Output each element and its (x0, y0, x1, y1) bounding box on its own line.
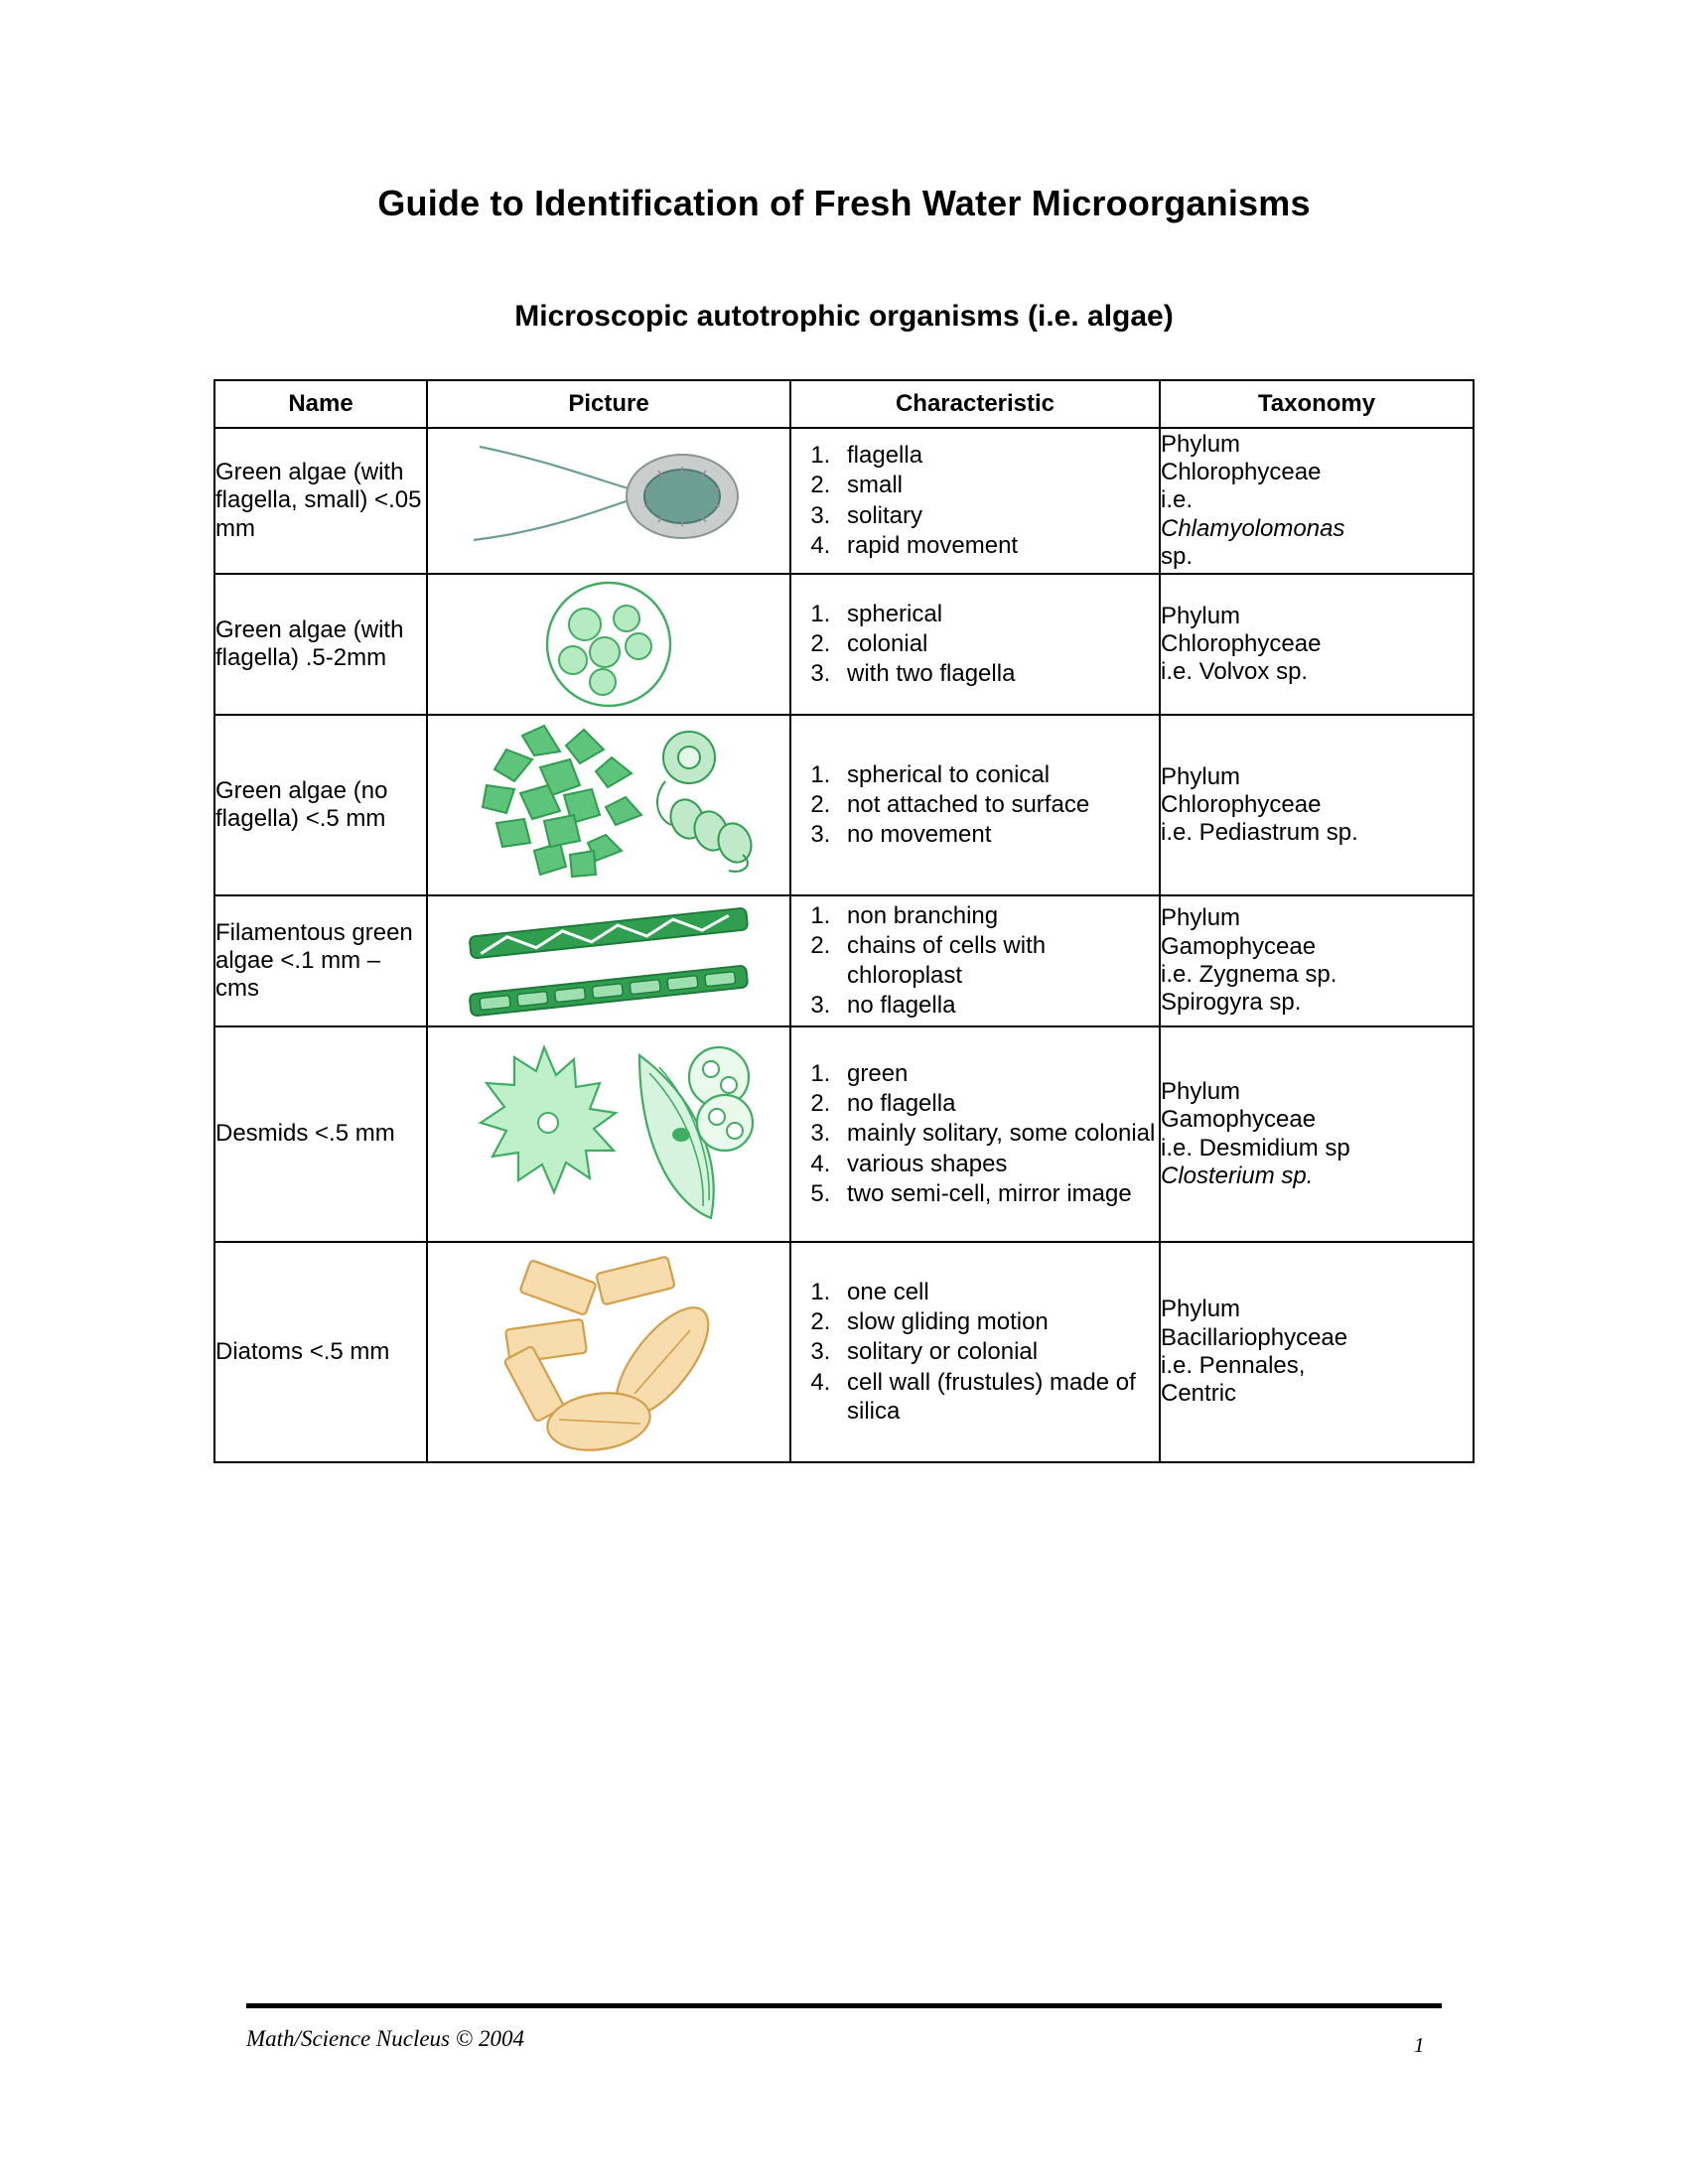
cell-taxonomy (1160, 715, 1474, 895)
list-item: 4. rapid movement (837, 531, 1159, 560)
cell-name (214, 428, 427, 574)
list-item: 4. cell wall (frustules) made of silica (837, 1368, 1159, 1427)
list-item: 3. solitary or colonial (837, 1337, 1159, 1366)
table-header-row (214, 380, 1474, 428)
characteristic-list (791, 901, 1159, 1020)
cell-picture (427, 895, 790, 1026)
list-item: 1. one cell (837, 1278, 1159, 1306)
cell-picture (427, 574, 790, 715)
section-subtitle: Microscopic autotrophic organisms (i.e. algae) (514, 300, 1174, 334)
column-header-name: Name (214, 380, 427, 428)
list-item: 2. no flagella (837, 1089, 1159, 1118)
taxonomy-line: i.e. Pediastrum sp. (1161, 819, 1358, 847)
taxonomy-line: Phylum (1161, 762, 1241, 790)
list-item: 2. not attached to surface (837, 790, 1159, 819)
taxonomy-line: Centric (1161, 1380, 1237, 1408)
column-header-picture: Picture (427, 380, 790, 428)
volvox-colony-icon (428, 575, 789, 714)
cell-name (214, 1026, 427, 1242)
list-item: 2. small (837, 471, 1159, 499)
taxonomy-line: Phylum (1161, 1296, 1241, 1323)
taxonomy-line: i.e. Zygnema sp. (1161, 961, 1337, 989)
footer-credit: Math/Science Nucleus © 2004 (246, 2026, 524, 2051)
cell-name (214, 715, 427, 895)
organism-name: Green algae (with flagella, small) <.05 mm (215, 459, 422, 542)
cell-name (214, 574, 427, 715)
column-header-taxonomy: Taxonomy (1160, 380, 1474, 428)
list-item: 1. spherical (837, 600, 1159, 628)
list-item: 2. chains of cells with chloroplast (837, 931, 1159, 990)
cell-picture (427, 1242, 790, 1462)
cell-name (214, 895, 427, 1026)
list-item: 2. slow gliding motion (837, 1307, 1159, 1336)
taxonomy-line: Bacillariophyceae (1161, 1323, 1348, 1351)
taxonomy-line: sp. (1161, 543, 1194, 571)
taxonomy-line: Gamophyceae (1161, 1106, 1317, 1134)
list-item: 3. no movement (837, 820, 1159, 849)
list-item: 3. with two flagella (837, 659, 1159, 688)
page-title: Guide to Identification of Fresh Water Microorganisms (377, 183, 1311, 223)
taxonomy-line: Phylum (1161, 430, 1241, 458)
table-row (214, 428, 1474, 574)
column-header-characteristic: Characteristic (790, 380, 1160, 428)
cell-picture (427, 715, 790, 895)
organism-name: Desmids <.5 mm (215, 1120, 395, 1148)
table-row (214, 715, 1474, 895)
list-item: 1. spherical to conical (837, 760, 1159, 789)
list-item: 4. various shapes (837, 1150, 1159, 1178)
taxonomy-line: Chlorophyceae (1161, 459, 1322, 486)
list-item: 3. no flagella (837, 991, 1159, 1020)
organism-name: Filamentous green algae <.1 mm – cms (215, 918, 413, 1003)
cell-picture (427, 428, 790, 574)
cell-taxonomy (1160, 428, 1474, 574)
desmid-cells-icon (428, 1027, 789, 1241)
cell-name (214, 1242, 427, 1462)
list-item: 3. mainly solitary, some colonial (837, 1119, 1159, 1148)
chlamydomonas-cell-icon (428, 429, 789, 573)
taxonomy-line: i.e. Pennales, (1161, 1352, 1306, 1380)
cell-characteristic (790, 428, 1160, 574)
organism-name: Green algae (no flagella) <.5 mm (215, 776, 388, 833)
cell-taxonomy (1160, 1242, 1474, 1462)
footer-divider (246, 2003, 1442, 2008)
taxonomy-line: Phylum (1161, 602, 1241, 629)
algae-identification-table (213, 379, 1475, 1463)
characteristic-list (791, 600, 1159, 689)
characteristic-list (791, 1278, 1159, 1426)
cell-characteristic (790, 1242, 1160, 1462)
list-item: 3. solitary (837, 501, 1159, 530)
taxonomy-line: i.e. Desmidium sp (1161, 1134, 1350, 1161)
table-row (214, 574, 1474, 715)
cell-characteristic (790, 895, 1160, 1026)
taxonomy-line: Spirogyra sp. (1161, 989, 1302, 1017)
characteristic-list (791, 760, 1159, 850)
cell-characteristic (790, 574, 1160, 715)
list-item: 1. flagella (837, 441, 1159, 470)
table-row (214, 1026, 1474, 1242)
taxonomy-line: Chlorophyceae (1161, 790, 1322, 818)
cell-taxonomy (1160, 574, 1474, 715)
list-item: 1. non branching (837, 901, 1159, 930)
list-item: 2. colonial (837, 629, 1159, 658)
cell-characteristic (790, 715, 1160, 895)
pediastrum-colony-icon (428, 716, 789, 894)
taxonomy-line: Phylum (1161, 904, 1241, 932)
characteristic-list (791, 1059, 1159, 1208)
diatom-frustules-icon (428, 1243, 789, 1461)
characteristic-list (791, 441, 1159, 560)
cell-taxonomy (1160, 895, 1474, 1026)
taxonomy-line: Phylum (1161, 1077, 1241, 1105)
page-number: 1 (1414, 2033, 1425, 2057)
taxonomy-line: Gamophyceae (1161, 932, 1317, 960)
table-row (214, 895, 1474, 1026)
organism-name: Green algae (with flagella) .5-2mm (215, 615, 404, 672)
taxonomy-line: Closterium sp. (1161, 1161, 1314, 1189)
taxonomy-line: i.e. (1161, 486, 1194, 514)
list-item: 5. two semi-cell, mirror image (837, 1179, 1159, 1208)
table-row (214, 1242, 1474, 1462)
cell-taxonomy (1160, 1026, 1474, 1242)
list-item: 1. green (837, 1059, 1159, 1088)
filamentous-algae-icon (428, 896, 789, 1025)
taxonomy-line: Chlamyolomonas (1161, 514, 1345, 542)
taxonomy-line: i.e. Volvox sp. (1161, 658, 1309, 686)
organism-name: Diatoms <.5 mm (215, 1337, 390, 1365)
taxonomy-line: Chlorophyceae (1161, 629, 1322, 657)
cell-characteristic (790, 1026, 1160, 1242)
cell-picture (427, 1026, 790, 1242)
